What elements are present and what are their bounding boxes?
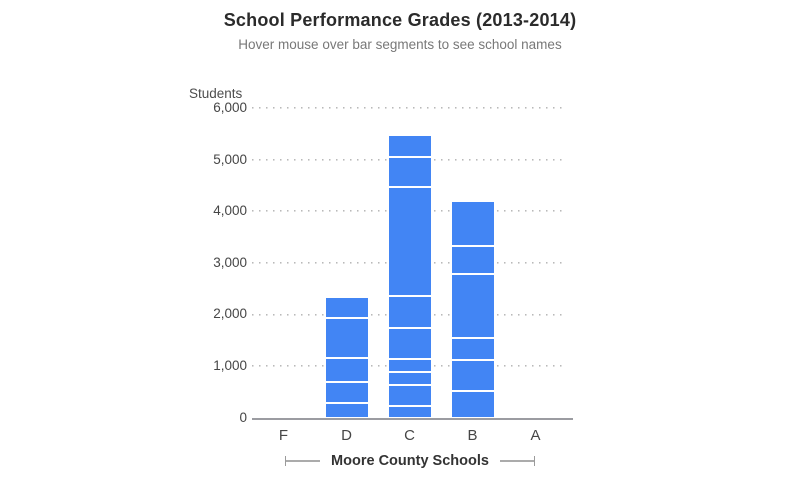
x-axis-title-row — [285, 453, 535, 469]
bar-segment-B-2[interactable] — [452, 337, 494, 359]
bar-segment-D-4[interactable] — [326, 298, 368, 317]
bar-segment-C-3[interactable] — [389, 358, 431, 371]
bar-segment-C-5[interactable] — [389, 295, 431, 327]
y-tick-label: 1,000 — [213, 357, 247, 373]
bar-segment-D-1[interactable] — [326, 381, 368, 402]
bar-segment-C-2[interactable] — [389, 371, 431, 383]
stacked-bar-B — [452, 202, 494, 418]
stacked-bar-C — [389, 136, 431, 418]
y-tick-label: 3,000 — [213, 254, 247, 270]
x-tick-label-A: A — [530, 427, 541, 444]
bar-segment-B-5[interactable] — [452, 202, 494, 245]
bar-segment-D-3[interactable] — [326, 317, 368, 357]
bar-segment-C-0[interactable] — [389, 405, 431, 417]
bracket-right-tick — [534, 456, 535, 466]
bar-segment-D-2[interactable] — [326, 357, 368, 380]
y-tick-label: 4,000 — [213, 203, 247, 219]
bar-segment-C-7[interactable] — [389, 156, 431, 186]
x-axis-title: Moore County Schools — [331, 453, 489, 469]
bar-segment-C-4[interactable] — [389, 327, 431, 358]
bar-segment-B-3[interactable] — [452, 273, 494, 337]
bar-segment-B-0[interactable] — [452, 390, 494, 418]
gridline — [252, 107, 567, 109]
chart-subtitle: Hover mouse over bar segments to see school names — [238, 37, 562, 52]
x-tick-label-F: F — [278, 427, 289, 444]
bar-segment-C-1[interactable] — [389, 384, 431, 405]
stacked-bar-D — [326, 298, 368, 417]
x-tick-label-C: C — [404, 427, 415, 444]
y-tick-label: 5,000 — [213, 151, 247, 167]
bar-segment-D-0[interactable] — [326, 402, 368, 418]
y-tick-label: 2,000 — [213, 306, 247, 322]
bracket-left-line — [286, 460, 320, 462]
bar-segment-C-6[interactable] — [389, 186, 431, 294]
chart-title: School Performance Grades (2013-2014) — [223, 10, 577, 30]
bar-segment-B-4[interactable] — [452, 245, 494, 273]
y-tick-label: 0 — [239, 409, 247, 425]
bar-segment-B-1[interactable] — [452, 359, 494, 389]
x-tick-label-D: D — [341, 427, 352, 444]
x-tick-label-B: B — [467, 427, 478, 444]
bracket-right-line — [500, 460, 534, 462]
y-tick-label: 6,000 — [213, 100, 247, 115]
bar-segment-C-8[interactable] — [389, 136, 431, 156]
x-axis-line — [252, 418, 573, 420]
y-axis-title: Students — [189, 86, 243, 101]
